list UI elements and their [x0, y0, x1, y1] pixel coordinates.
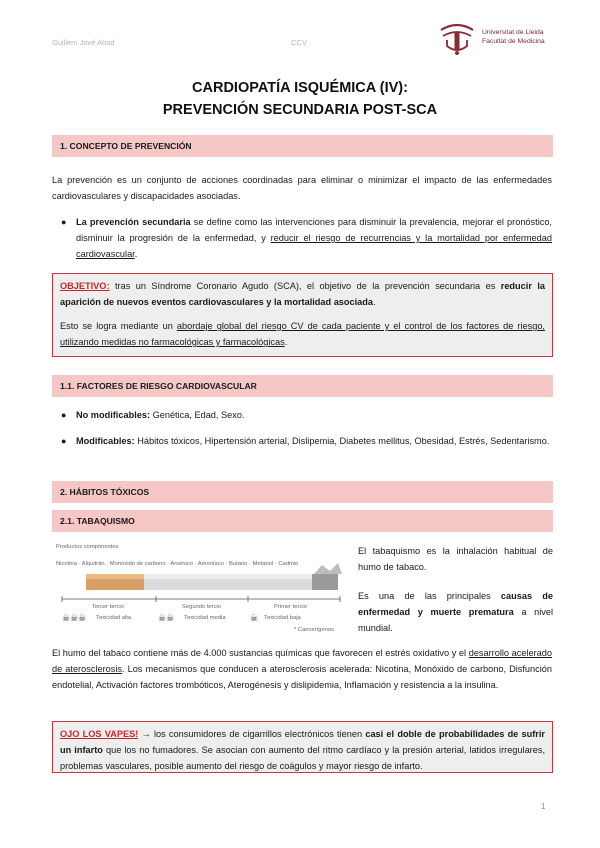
- bullet-text: se define como las intervenciones para disminuir la prevalencia, mejorar el pronóstico, disminuir la progresión de la enfermedad, y: [76, 217, 552, 243]
- objective-end1: .: [373, 297, 376, 307]
- cigarette-smoke: [314, 563, 342, 574]
- university-line2: Facultat de Medicina: [482, 38, 545, 45]
- nonmod-label: No modificables:: [76, 410, 151, 420]
- figure-tox1: Toxicidad alta: [96, 615, 132, 621]
- cigarette-toxicity-figure: [52, 541, 352, 636]
- section-heading-habitos: 2. HÁBITOS TÓXICOS: [52, 481, 553, 503]
- causes-text-c: a nivel mundial.: [358, 607, 553, 633]
- figure-tox3: Toxicidad baja: [264, 615, 301, 621]
- bullet-dot-icon: ●: [61, 410, 67, 420]
- tabaquismo-causes: [358, 588, 553, 636]
- cigarette-filter-highlight: [86, 574, 144, 579]
- bullet-prevencion-secundaria: [61, 214, 552, 262]
- objective-paragraph: [60, 278, 545, 310]
- cigarette-body-highlight: [144, 574, 312, 579]
- vapes-box: [52, 721, 553, 773]
- vapes-text1: los consumidores de cigarrillos electrónicos tienen: [153, 729, 366, 739]
- page-number: 1: [541, 802, 546, 811]
- section-heading-factores: 1.1. FACTORES DE RIESGO CARDIOVASCULAR: [52, 375, 553, 397]
- section1-intro: La prevención es un conjunto de acciones coordinadas para eliminar o minimizar el impacto de las enfermedades cardiovasculares y discapacidades asociadas.: [52, 175, 552, 201]
- university-line1: Universitat de Lleida: [482, 29, 544, 36]
- skull-icon-medium: ☠☠: [158, 613, 175, 623]
- objective-text1: tras un Síndrome Coronario Agudo (SCA), el objetivo de la prevención secundaria es: [109, 281, 501, 291]
- body-text-a: El humo del tabaco contiene más de 4.000 sustancias químicas que favorecen el estrés oxidativo y el: [52, 648, 469, 658]
- vapes-label: OJO LOS VAPES!: [60, 729, 139, 739]
- bullet-end: .: [134, 249, 138, 259]
- bullet-modificables: [61, 433, 552, 449]
- skull-icon-low: ☠: [250, 613, 259, 623]
- nonmod-text: Genética, Edad, Sexo.: [150, 410, 245, 420]
- title-line2: PREVENCIÓN SECUNDARIA POST-SCA: [162, 102, 438, 118]
- mod-text: Hábitos tóxicos, Hipertensión arterial, Dislipemia, Diabetes mellitus, Obesidad, Estrés, Sedentarismo.: [134, 436, 550, 446]
- bullet-underline: reducir el riesgo de recurrencias y la mortalidad por enfermedad cardiovascular: [76, 233, 552, 259]
- bullet-dot-icon: ●: [61, 436, 67, 446]
- tabaquismo-body: [52, 645, 552, 693]
- figure-note: * Cancerígenos: [294, 627, 334, 633]
- causes-text-a: Es una de las principales: [358, 591, 501, 601]
- vapes-arrow-icon: →: [138, 729, 154, 739]
- mod-label: Modificables:: [76, 436, 135, 446]
- objective-end2: .: [284, 337, 288, 347]
- figure-tox2: Toxicidad media: [184, 615, 226, 621]
- page-title: [0, 77, 600, 121]
- header-subject: CCV: [291, 38, 307, 47]
- objective-box: [52, 273, 553, 357]
- skull-icon-high: ☠☠☠: [62, 613, 87, 623]
- vapes-text2: que los no fumadores. Se asocian con aumento del ritmo cardíaco y la presión arterial, latidos irregulares, problemas vasculares, posible aumento del riesgo de coágulos y mayor riesgo de infarto.: [60, 745, 545, 771]
- bullet-dot-icon: ●: [61, 217, 67, 227]
- objective-label: OBJETIVO:: [60, 281, 110, 291]
- tabaquismo-definition: El tabaquismo es la inhalación habitual de humo de tabaco.: [358, 546, 553, 572]
- bullet-bold: La prevención secundaria: [76, 217, 191, 227]
- figure-third3: Primer tercio: [274, 604, 307, 610]
- bullet-no-modificables: [61, 407, 552, 423]
- body-text-b: . Los mecanismos que conducen a aterosclerosis acelerada: Nicotina, Monóxido de carbono, Disfunción endotelial, Activación factores trombóticos, Aterogénesis y dislipidemia, Inflamación y resistencia a la insulina.: [52, 664, 552, 690]
- causes-bold: causas de enfermedad y muerte prematura: [358, 591, 553, 617]
- figure-caption-top: Productos componentes: [56, 544, 119, 550]
- university-logo-icon: [437, 22, 477, 56]
- objective-underline: abordaje global del riesgo CV de cada paciente y el control de los factores de riesgo, utilizando medidas no farmacológicas y farmacológicas: [60, 321, 545, 347]
- section-heading-tabaquismo: 2.1. TABAQUISMO: [52, 510, 553, 532]
- figure-third1: Tercer tercio: [92, 604, 124, 610]
- university-name: [482, 28, 545, 46]
- objective-text2: Esto se logra mediante un: [60, 321, 177, 331]
- objective-bold: reducir la aparición de nuevos eventos cardiovasculares y la mortalidad asociada: [60, 281, 545, 307]
- body-underline: desarrollo acelerado de aterosclerosis: [52, 648, 553, 674]
- section-heading-concepto: 1. CONCEPTO DE PREVENCIÓN: [52, 135, 553, 157]
- page-header: [0, 0, 600, 60]
- header-author: Guillem Jové Abad: [52, 38, 115, 47]
- objective-paragraph2: [60, 318, 545, 350]
- cigarette-ash: [312, 574, 338, 590]
- title-line1: CARDIOPATÍA ISQUÉMICA (IV):: [192, 80, 408, 96]
- figure-third2: Segundo tercio: [182, 604, 221, 610]
- vapes-bold: casi el doble de probabilidades de sufrir un infarto: [60, 729, 546, 755]
- figure-components: Nicotina · Alquitrán · Monóxido de carbono · Arsénico · Amoníaco · Butano · Metanol · Cadmio: [56, 561, 299, 567]
